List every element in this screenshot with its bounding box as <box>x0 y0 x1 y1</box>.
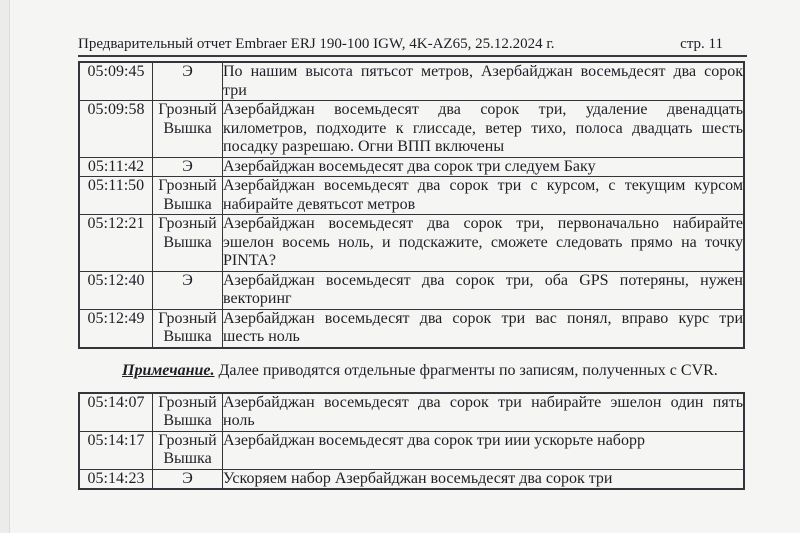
table-row <box>79 215 744 272</box>
message-cell <box>223 177 745 215</box>
table-row <box>79 309 744 348</box>
message-line: Азербайджан восемьдесят два сорок три с курсом, с текущим курсом <box>223 177 743 194</box>
table-row <box>79 177 744 215</box>
speaker-line: Э <box>182 271 193 289</box>
note-paragraph <box>78 361 747 380</box>
speaker-line: Грозный <box>158 393 217 411</box>
speaker-line: Э <box>182 469 193 487</box>
message-line: набирайте девятьсот метров <box>223 195 416 213</box>
message-line: посадку разрешаю. Огни ВПП включены <box>223 138 505 155</box>
speaker-line: Вышка <box>163 412 212 429</box>
time-cell: 05:09:45 <box>79 62 153 101</box>
message-cell <box>223 62 745 101</box>
message-cell <box>223 157 745 177</box>
message-cell <box>223 309 745 348</box>
speaker-cell <box>153 101 223 158</box>
message-line: эшелон восемь ноль, и подскажите, сможете следовать прямо на точку <box>223 233 743 251</box>
table-row <box>79 393 744 432</box>
message-line: километров, подходите к глиссаде, ветер тихо, полоса двадцать шесть <box>223 119 743 137</box>
speaker-line: Э <box>182 63 193 80</box>
atc-transcript-body <box>79 62 744 348</box>
page-number: стр. 11 <box>680 36 723 52</box>
message-cell <box>223 469 745 489</box>
message-line: Азербайджан восемьдесят два сорок три, первоначально набирайте <box>223 215 743 232</box>
message-line: Ускоряем набор Азербайджан восемьдесят два сорок три <box>223 469 613 487</box>
message-cell <box>223 101 745 158</box>
speaker-line: Вышка <box>163 195 212 213</box>
time-cell: 05:12:21 <box>79 215 153 272</box>
speaker-cell <box>153 62 223 101</box>
page-header <box>78 36 747 53</box>
cvr-transcript-table <box>78 392 745 491</box>
cvr-transcript-body <box>79 393 744 490</box>
table-row <box>79 62 744 101</box>
speaker-cell <box>153 215 223 272</box>
speaker-line: Вышка <box>163 119 212 137</box>
header-rule <box>78 55 747 57</box>
message-cell <box>223 215 745 272</box>
message-line: шесть ноль <box>223 328 300 345</box>
message-cell <box>223 393 745 432</box>
speaker-cell <box>153 177 223 215</box>
speaker-line: Грозный <box>158 177 217 194</box>
report-page <box>78 0 747 490</box>
speaker-line: Вышка <box>163 328 212 345</box>
message-line: По нашим высота пятьсот метров, Азербайджан восемьдесят два сорок <box>223 63 743 80</box>
message-cell <box>223 431 745 469</box>
time-cell: 05:14:07 <box>79 393 153 432</box>
time-cell: 05:12:49 <box>79 309 153 348</box>
message-line: три <box>223 81 247 99</box>
speaker-line: Грозный <box>158 215 217 232</box>
message-line: Азербайджан восемьдесят два сорок три иии ускорьте наборр <box>223 431 645 449</box>
time-cell: 05:11:50 <box>79 177 153 215</box>
speaker-cell <box>153 469 223 489</box>
speaker-line: Вышка <box>163 233 212 251</box>
message-line: Азербайджан восемьдесят два сорок три вас понял, вправо курс три <box>223 309 743 327</box>
message-line: векторинг <box>223 290 292 307</box>
speaker-cell <box>153 431 223 469</box>
note-text: Далее приводятся отдельные фрагменты по записям, полученных с CVR. <box>214 361 718 379</box>
time-cell: 05:12:40 <box>79 271 153 309</box>
table-row <box>79 431 744 469</box>
page-left-edge <box>0 0 10 533</box>
time-cell: 05:14:23 <box>79 469 153 489</box>
speaker-line: Грозный <box>158 101 217 118</box>
time-cell: 05:14:17 <box>79 431 153 469</box>
speaker-cell <box>153 157 223 177</box>
table-row <box>79 157 744 177</box>
speaker-cell <box>153 271 223 309</box>
speaker-cell <box>153 393 223 432</box>
message-line: ноль <box>223 412 255 429</box>
speaker-cell <box>153 309 223 348</box>
message-line: Азербайджан восемьдесят два сорок три набирайте эшелон один пять <box>223 393 743 411</box>
time-cell: 05:11:42 <box>79 157 153 177</box>
speaker-line: Э <box>182 157 193 175</box>
atc-transcript-table <box>78 61 745 349</box>
speaker-line: Вышка <box>163 450 212 467</box>
message-line: PINTA? <box>223 252 276 269</box>
table-row <box>79 271 744 309</box>
message-line: Азербайджан восемьдесят два сорок три, оба GPS потеряны, нужен <box>223 271 743 289</box>
table-row <box>79 101 744 158</box>
time-cell: 05:09:58 <box>79 101 153 158</box>
speaker-line: Грозный <box>158 431 217 449</box>
message-line: Азербайджан восемьдесят два сорок три, удаление двенадцать <box>223 101 743 118</box>
speaker-line: Грозный <box>158 309 217 327</box>
message-line: Азербайджан восемьдесят два сорок три следуем Баку <box>223 157 596 175</box>
note-label: Примечание. <box>122 361 215 379</box>
message-cell <box>223 271 745 309</box>
table-row <box>79 469 744 489</box>
report-header-title: Предварительный отчет Embraer ERJ 190-100 IGW, 4K-AZ65, 25.12.2024 г. <box>78 36 555 52</box>
